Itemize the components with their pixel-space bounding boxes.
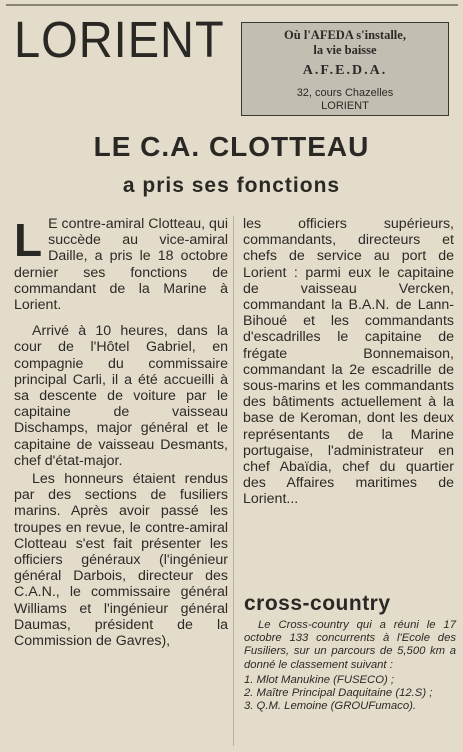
article-left-column bbox=[14, 216, 228, 649]
result-item: 1. Mlot Manukine (FUSECO) ; bbox=[244, 673, 395, 686]
article-paragraph-2: Arrivé à 10 heures, dans la cour de l'Hôtel Gabriel, en compagnie du commissaire principal Carli, il a été accueilli à sa descente de voiture par le capitaine de vaisseau Dischamps, major général et le capitaine de vaisseau Desmants, chef d'état-major. bbox=[14, 323, 228, 469]
top-rule bbox=[6, 4, 458, 6]
article-subhead: a pris ses fonctions bbox=[122, 174, 341, 197]
ad-address-city: LORIENT bbox=[321, 100, 369, 112]
drop-cap: L bbox=[14, 214, 43, 266]
paragraph-1-text: E contre-amiral Clotteau, qui succède au vice-amiral Daille, a pris le 18 octobre dernier ses fonctions de commandant de la Marine à Lorient. bbox=[14, 216, 228, 314]
afeda-advertisement bbox=[241, 22, 449, 116]
cross-country-body bbox=[244, 619, 456, 713]
ad-company-name: A.F.E.D.A. bbox=[302, 63, 388, 78]
article-right-column bbox=[243, 216, 454, 508]
cross-country-intro: Le Cross-country qui a réuni le 17 octobre 133 concurrents à l'Ecole des Fusiliers, sur un parcours de 5,500 km a donné le classement suivant : bbox=[244, 619, 456, 671]
cross-country-heading: cross-country bbox=[244, 592, 391, 615]
cross-country-results bbox=[244, 674, 456, 714]
article-paragraph-3: Les honneurs étaient rendus par des sections de fusiliers marins. Après avoir passé les troupes en revue, le contre-amiral Clotteau s'est fait présenter les officiers généraux (l'ingénieur général Darbois, directeur des C.A.N., le commissaire général Williams et l'ingénieur général Daumas, président de la Commission de Gavres), bbox=[14, 471, 228, 650]
ad-slogan-line-2: la vie baisse bbox=[313, 43, 377, 57]
masthead-title: LORIENT bbox=[14, 10, 225, 68]
ad-address-street: 32, cours Chazelles bbox=[296, 87, 394, 99]
column-divider bbox=[233, 216, 234, 746]
article-paragraph-4: les officiers supérieurs, commandants, directeurs et chefs de service au port de Lorient : parmi eux le capitaine de vaisseau Vercken, commandant la B.A.N. de Lann-Bihoué et les commandants d'escadrilles le capitaine de frégate Bonnemaison, commandant la 2e escadrille de sous-marins et les commandants des bâtiments actuellement à la base de Keroman, dont les deux représentants de la Marine portugaise, l'administrateur en chef Abaïdia, chef du quartier des Affaires maritimes de Lorient... bbox=[243, 216, 454, 508]
result-item: 3. Q.M. Lemoine (GROUFumaco). bbox=[244, 700, 417, 713]
article-headline: LE C.A. CLOTTEAU bbox=[93, 131, 370, 162]
result-item: 2. Maître Principal Daquitaine (12.S) ; bbox=[244, 687, 433, 700]
article-paragraph-1 bbox=[14, 216, 228, 313]
ad-slogan-line-1: Où l'AFEDA s'installe, bbox=[284, 28, 406, 42]
